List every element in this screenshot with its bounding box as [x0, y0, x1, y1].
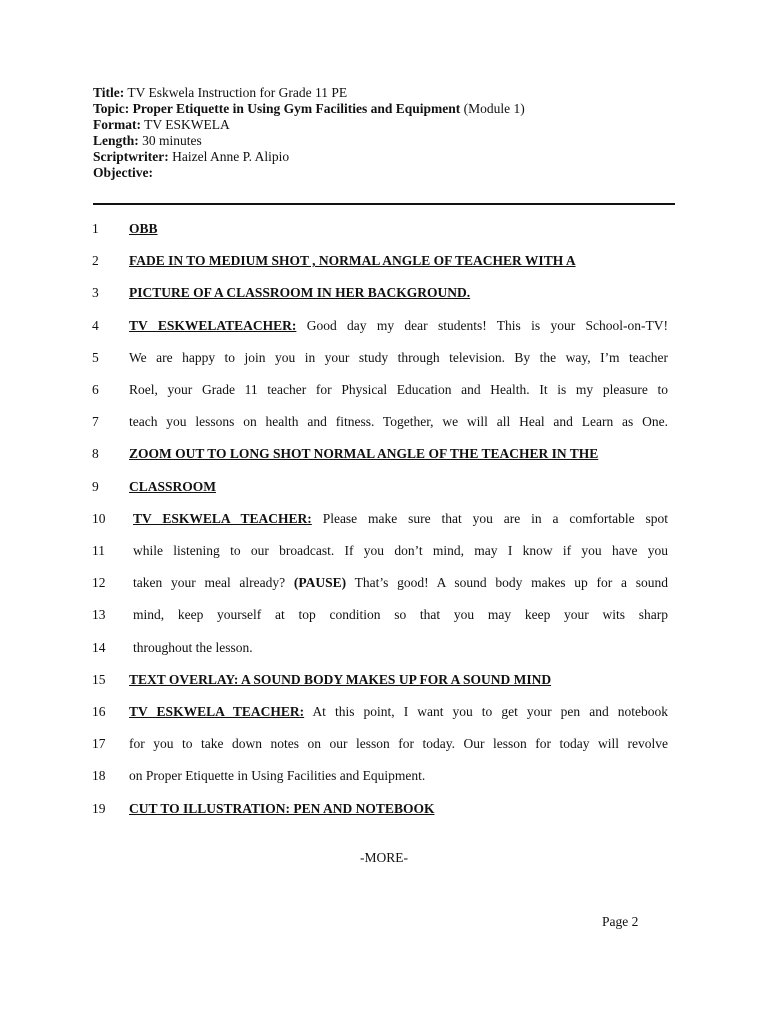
- line-number: 3: [92, 285, 99, 300]
- dialogue-text: teach you lessons on health and fitness. Together, we will all Heal and Learn as One.: [129, 414, 668, 429]
- line-content: [129, 798, 668, 820]
- script-line: [0, 443, 768, 465]
- line-content: [129, 379, 668, 401]
- dialogue-text: Please make sure that you are in a comfortable spot: [311, 511, 668, 526]
- length-label: Length:: [93, 133, 139, 148]
- script-line: [0, 669, 768, 691]
- format-label: Format:: [93, 117, 141, 132]
- line-content: [129, 476, 668, 498]
- line-number: 6: [92, 382, 99, 397]
- line-number: 11: [92, 543, 105, 558]
- line-number: 14: [92, 640, 106, 655]
- page-number: Page 2: [602, 914, 639, 929]
- line-content: [129, 411, 668, 433]
- scriptwriter-row: [93, 149, 683, 165]
- line-content: [129, 282, 668, 304]
- line-number: 19: [92, 801, 106, 816]
- line-number: 13: [92, 607, 106, 622]
- dialogue-text: for you to take down notes on our lesson for today. Our lesson for today will revolve: [129, 736, 668, 751]
- speaker-name: TV ESKWELATEACHER:: [129, 318, 297, 333]
- script-line: [0, 508, 768, 530]
- line-content: [129, 218, 668, 240]
- line-number: 2: [92, 253, 99, 268]
- title-label: Title:: [93, 85, 125, 100]
- dialogue-text: At this point, I want you to get your pen and notebook: [304, 704, 668, 719]
- speaker-name: TV ESKWELA TEACHER:: [129, 704, 305, 719]
- script-line: [0, 282, 768, 304]
- line-content: [133, 508, 668, 530]
- line-content: [129, 315, 668, 337]
- more-marker: -MORE-: [360, 850, 408, 865]
- line-number: 4: [92, 318, 99, 333]
- dialogue-text: Roel, your Grade 11 teacher for Physical Education and Health. It is my pleasure to: [129, 382, 668, 397]
- pause-cue: (PAUSE): [293, 575, 347, 590]
- line-content: [133, 572, 668, 594]
- topic-row: [93, 101, 683, 117]
- scriptwriter-value: Haizel Anne P. Alipio: [172, 149, 290, 164]
- line-number: 15: [92, 672, 106, 687]
- script-line: [0, 701, 768, 723]
- topic-value: Proper Etiquette in Using Gym Facilities and Equipment: [132, 101, 461, 116]
- line-content: [129, 443, 668, 465]
- topic-label: Topic:: [93, 101, 130, 116]
- header-divider: [93, 203, 675, 205]
- length-row: [93, 133, 683, 149]
- script-line: [0, 315, 768, 337]
- objective-row: [93, 165, 683, 181]
- script-line: [0, 476, 768, 498]
- script-line: [0, 218, 768, 240]
- script-line: [0, 379, 768, 401]
- line-content: [129, 347, 668, 369]
- line-content: [133, 637, 668, 659]
- stage-direction: FADE IN TO MEDIUM SHOT , NORMAL ANGLE OF TEACHER WITH A: [129, 253, 576, 268]
- script-line: [0, 572, 768, 594]
- stage-direction: CUT TO ILLUSTRATION: PEN AND NOTEBOOK: [129, 801, 435, 816]
- script-line: [0, 765, 768, 787]
- title-row: [93, 85, 683, 101]
- speaker-name: TV ESKWELA TEACHER:: [133, 511, 312, 526]
- topic-suffix: (Module 1): [463, 101, 525, 116]
- objective-label: Objective:: [93, 165, 153, 180]
- line-number: 8: [92, 446, 99, 461]
- line-number: 17: [92, 736, 106, 751]
- length-value: 30 minutes: [142, 133, 202, 148]
- script-line: [0, 637, 768, 659]
- line-content: [129, 733, 668, 755]
- format-value: TV ESKWELA: [144, 117, 230, 132]
- line-content: [133, 604, 668, 626]
- script-line: [0, 604, 768, 626]
- dialogue-text: while listening to our broadcast. If you don’t mind, may I know if you have you: [133, 543, 668, 558]
- stage-direction: CLASSROOM: [129, 479, 217, 494]
- stage-direction: TEXT OVERLAY: A SOUND BODY MAKES UP FOR A SOUND MIND: [129, 672, 552, 687]
- stage-direction: PICTURE OF A CLASSROOM IN HER BACKGROUND.: [129, 285, 471, 300]
- script-line: [0, 540, 768, 562]
- script-line: [0, 347, 768, 369]
- line-content: [129, 669, 668, 691]
- dialogue-text: mind, keep yourself at top condition so that you may keep your wits sharp: [133, 607, 668, 622]
- dialogue-text: on Proper Etiquette in Using Facilities and Equipment.: [129, 768, 426, 783]
- dialogue-text: We are happy to join you in your study through television. By the way, I’m teacher: [129, 350, 668, 365]
- stage-direction: ZOOM OUT TO LONG SHOT NORMAL ANGLE OF THE TEACHER IN THE: [129, 446, 599, 461]
- line-content: [129, 250, 668, 272]
- line-number: 12: [92, 575, 106, 590]
- script-line: [0, 411, 768, 433]
- line-number: 16: [92, 704, 106, 719]
- dialogue-text: Good day my dear students! This is your School-on-TV!: [296, 318, 668, 333]
- line-number: 10: [92, 511, 106, 526]
- line-number: 18: [92, 768, 106, 783]
- dialogue-text: throughout the lesson.: [133, 640, 253, 655]
- line-content: [133, 540, 668, 562]
- line-number: 1: [92, 221, 99, 236]
- dialogue-text: taken your meal already?: [133, 575, 294, 590]
- title-value: TV Eskwela Instruction for Grade 11 PE: [127, 85, 348, 100]
- script-line: [0, 250, 768, 272]
- scriptwriter-label: Scriptwriter:: [93, 149, 169, 164]
- stage-direction: OBB: [129, 221, 158, 236]
- script-line: [0, 733, 768, 755]
- script-line: [0, 798, 768, 820]
- script-header: [93, 85, 683, 181]
- line-number: 9: [92, 479, 99, 494]
- line-number: 7: [92, 414, 99, 429]
- line-content: [129, 701, 668, 723]
- format-row: [93, 117, 683, 133]
- line-content: [129, 765, 668, 787]
- line-number: 5: [92, 350, 99, 365]
- dialogue-text: That’s good! A sound body makes up for a sound: [346, 575, 668, 590]
